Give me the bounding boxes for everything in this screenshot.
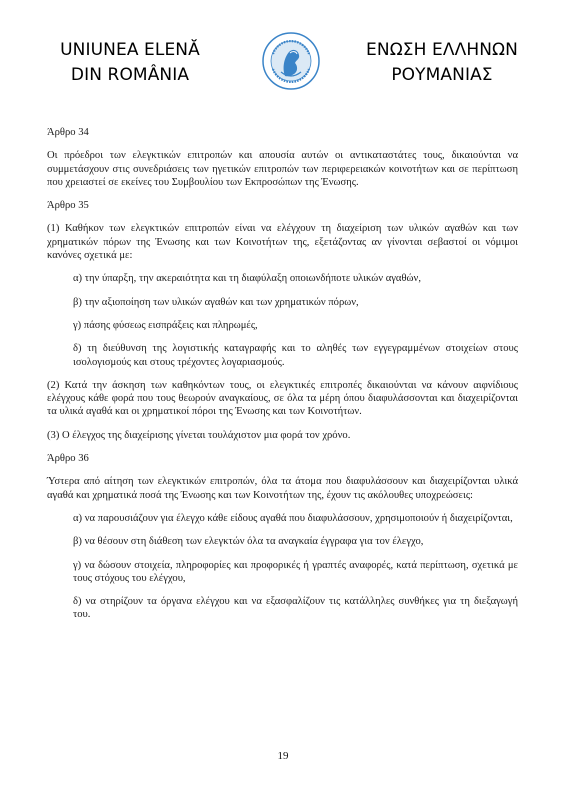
article-34-paragraph: Οι πρόεδροι των ελεγκτικών επιτροπών και απουσία αυτών οι αντικαταστάτες τους, δικαιούνται να συμμετάσχουν στις συνεδριάσεις των ηγετικών επιτροπών των περιφερειακών κοινοτήτων και σε περίπτωση που χρειαστεί σε εκείνες του Συμβουλίου των Εκπροσώπων της Ένωσης. <box>47 150 518 188</box>
header-greek-name <box>352 38 532 88</box>
article-35-item-c: γ) πάσης φύσεως εισπράξεις και πληρωμές, <box>73 319 258 331</box>
header-right-line1: ΕΝΩΣΗ ΕΛΛΗΝΩΝ <box>366 40 518 60</box>
article-35-paragraph-3: (3) Ο έλεγχος της διαχείρισης γίνεται τουλάχιστον μια φορά τον χρόνο. <box>47 429 351 441</box>
header-left-line2: DIN ROMÂNIA <box>70 65 190 85</box>
article-36-item-b: β) να θέσουν στη διάθεση των ελεγκτών όλα τα αναγκαία έγγραφα για τον έλεγχο, <box>73 536 424 548</box>
article-36-item-d: δ) να στηρίζουν τα όργανα ελέγχου και να εξασφαλίζουν τις κατάλληλες συνθήκες για τη διεξαγωγή του. <box>73 596 518 621</box>
greek-union-emblem-icon <box>262 32 320 90</box>
article-35-heading: Άρθρο 35 <box>47 200 89 212</box>
article-35-paragraph-2: (2) Κατά την άσκηση των καθηκόντων τους, οι ελεγκτικές επιτροπές δικαιούνται να κάνουν αιφνίδιους ελέγχους κάθε φορά που τους θεωρούν αναγκαίους, σε όλα τα μέρη όπου διαφυλάσσονται και διαχειρίζονται τα υλικά αγαθά και οι χρηματικοί πόροι της Ένωσης και των Κοινοτήτων. <box>47 379 518 418</box>
article-35-paragraph-1: (1) Καθήκον των ελεγκτικών επιτροπών είναι να ελέγχουν τη διαχείριση των υλικών αγαθών και των χρηματικών πόρων της Ένωσης και των Κοινοτήτων της, εξετάζοντας αν γίνονται σεβαστοί οι νόμιμοι κανόνες σχετικά με: <box>47 223 518 262</box>
article-36-item-c: γ) να δώσουν στοιχεία, πληροφορίες και προφορικές ή γραπτές αναφορές, κατά περίπτωση, σχετικά με τους στόχους του ελέγχου, <box>73 559 518 584</box>
article-36-heading: Άρθρο 36 <box>47 453 89 465</box>
article-35-item-b: β) την αξιοποίηση των υλικών αγαθών και των χρηματικών πόρων, <box>73 296 359 308</box>
page-number: 19 <box>277 750 289 762</box>
document-body <box>47 126 518 632</box>
header-romanian-name <box>40 38 220 88</box>
article-36-item-a: α) να παρουσιάζουν για έλεγχο κάθε είδους αγαθά που διαφυλάσσουν, χρησιμοποιούν ή διαχειρίζονται, <box>73 512 513 524</box>
header-right-line2: ΡΟΥΜΑΝΙΑΣ <box>391 65 493 85</box>
article-34-heading: Άρθρο 34 <box>47 127 89 138</box>
article-36-paragraph: Ύστερα από αίτηση των ελεγκτικών επιτροπών, όλα τα άτομα που διαφυλάσσουν και διαχειρίζονται υλικά αγαθά και χρηματικά ποσά της Ένωσης και των Κοινοτήτων της, έχουν τις ακόλουθες υποχρεώσεις: <box>47 476 518 501</box>
article-35-item-a: α) την ύπαρξη, την ακεραιότητα και τη διαφύλαξη οποιωνδήποτε υλικών αγαθών, <box>73 273 421 285</box>
article-35-item-d: δ) τη διεύθυνση της λογιστικής καταγραφής και το αληθές των εγγεγραμμένων στοιχείων στους ισολογισμούς και στους τρέχοντες λογαριασμούς. <box>73 343 518 368</box>
header-left-line1: UNIUNEA ELENĂ <box>60 40 200 60</box>
